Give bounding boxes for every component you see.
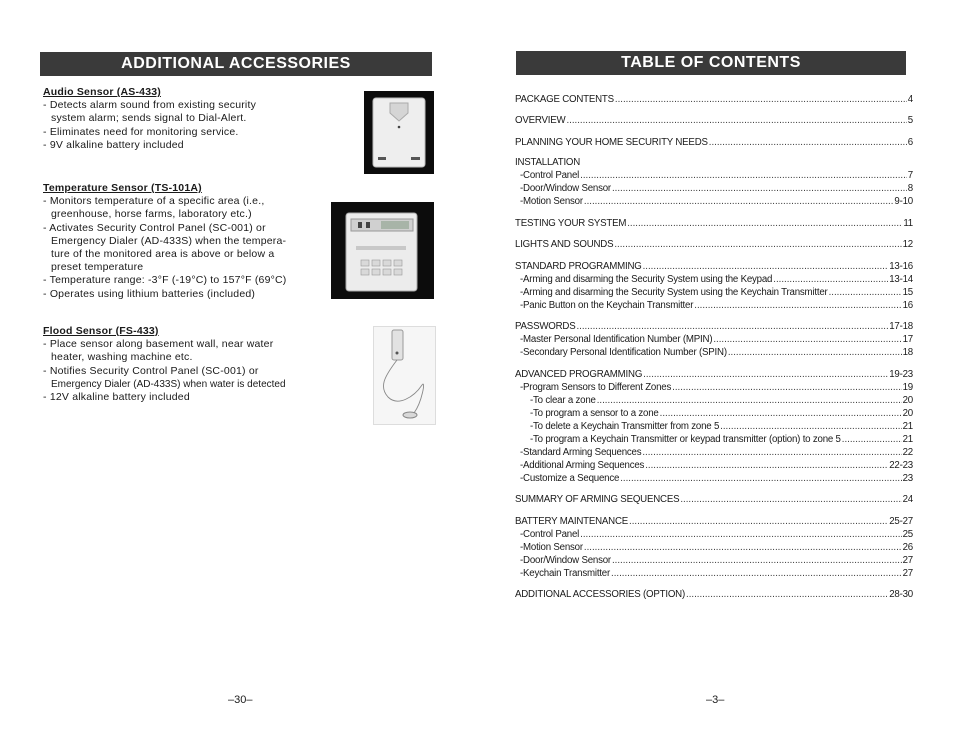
toc-group-additional [515, 588, 913, 601]
toc-entry-page: 7 [907, 170, 913, 181]
toc-entry-page: 18 [902, 347, 913, 358]
toc-entry-page: 13-14 [889, 274, 913, 285]
toc-entry-label: PASSWORDS [515, 321, 576, 332]
toc-entry-page: 6 [907, 137, 913, 148]
audio-line: - Detects alarm sound from existing security [43, 99, 257, 112]
toc-entry-page: 21 [902, 434, 913, 445]
toc-entry[interactable] [515, 136, 913, 149]
flood-line: Emergency Dialer (AD-433S) when water is detected [51, 378, 286, 390]
flood-sensor-title: Flood Sensor (FS-433) [43, 325, 159, 337]
toc-group-summary [515, 493, 913, 506]
temperature-sensor-section [43, 182, 287, 301]
flood-line: - Notifies Security Control Panel (SC-001) or [43, 364, 259, 377]
toc-entry-label: PACKAGE CONTENTS [515, 94, 614, 105]
audio-line: system alarm; sends signal to Dial-Alert. [51, 112, 247, 125]
toc-entry-page: 22-23 [889, 460, 913, 471]
toc-entry[interactable] [515, 394, 913, 407]
temp-line: Emergency Dialer (AD-433S) when the tempera- [51, 234, 287, 247]
toc-group-package [515, 93, 913, 106]
toc-entry[interactable] [515, 368, 913, 381]
toc-entry-page: 25-27 [889, 516, 913, 527]
toc-entry-label: -Control Panel [520, 529, 580, 540]
toc-banner: TABLE OF CONTENTS [516, 51, 906, 75]
toc-entry[interactable] [515, 182, 913, 195]
toc-entry[interactable] [515, 195, 913, 208]
toc-entry[interactable] [515, 273, 913, 286]
toc-entry-label: -Keychain Transmitter [520, 568, 611, 579]
toc-entry-page: 8 [907, 183, 913, 194]
toc-entry-label: -To clear a zone [530, 395, 596, 406]
toc-entry[interactable] [515, 493, 913, 506]
toc-entry-page: 17-18 [889, 321, 913, 332]
toc-group-overview [515, 114, 913, 127]
temperature-sensor-title: Temperature Sensor (TS-101A) [43, 182, 202, 194]
toc-entry[interactable] [515, 333, 913, 346]
toc-entry[interactable] [515, 299, 913, 312]
toc-entry-page: 24 [902, 494, 913, 505]
temp-line: - Operates using lithium batteries (included) [43, 287, 256, 300]
accessories-banner: ADDITIONAL ACCESSORIES [40, 52, 432, 76]
toc-entry-label: -Customize a Sequence [520, 473, 620, 484]
toc-entry[interactable] [515, 169, 913, 182]
toc-entry-label: -Arming and disarming the Security System using the Keychain Transmitter [520, 287, 828, 298]
audio-line: - Eliminates need for monitoring service. [43, 125, 239, 138]
toc-entry-page: 21 [902, 421, 913, 432]
toc-entry-label: ADVANCED PROGRAMMING [515, 369, 643, 380]
toc-entry-label: -Motion Sensor [520, 542, 583, 553]
toc-entry-label: -Motion Sensor [520, 196, 583, 207]
toc-entry-page: 20 [902, 408, 913, 419]
toc-entry[interactable] [515, 407, 913, 420]
toc-group-advanced [515, 368, 913, 485]
toc-group-passwords [515, 320, 913, 359]
toc-entry[interactable] [515, 420, 913, 433]
audio-sensor-title: Audio Sensor (AS-433) [43, 86, 161, 98]
toc-entry-label: -Control Panel [520, 170, 580, 181]
toc-group-testing [515, 217, 913, 230]
toc-entry-label: -Standard Arming Sequences [520, 447, 642, 458]
toc-entry[interactable] [515, 286, 913, 299]
toc-entry-page: 19 [902, 382, 913, 393]
temp-line: greenhouse, horse farms, laboratory etc.) [51, 208, 252, 221]
toc-entry-page: 15 [902, 287, 913, 298]
flood-sensor-section [43, 325, 286, 404]
toc-entry-label: -Master Personal Identification Number (MPIN) [520, 334, 713, 345]
toc-entry[interactable] [515, 238, 913, 251]
toc-entry[interactable] [515, 554, 913, 567]
toc-entry[interactable] [515, 260, 913, 273]
toc-entry[interactable] [515, 114, 913, 127]
toc-entry-page: 9-10 [894, 196, 913, 207]
toc-entry[interactable] [515, 446, 913, 459]
toc-entry-page: 17 [902, 334, 913, 345]
toc-entry[interactable] [515, 320, 913, 333]
toc-entry[interactable] [515, 528, 913, 541]
temp-line: - Activates Security Control Panel (SC-001) or [43, 221, 266, 234]
toc-entry-page: 28-30 [889, 589, 913, 600]
toc-group-battery [515, 515, 913, 580]
toc-entry-page: 11 [903, 218, 913, 229]
flood-line: heater, washing machine etc. [51, 351, 193, 364]
toc-entry-label: -Panic Button on the Keychain Transmitter [520, 300, 694, 311]
toc-entry-page: 27 [902, 568, 913, 579]
toc-entry-label: -To delete a Keychain Transmitter from zone 5 [530, 421, 720, 432]
toc-entry[interactable] [515, 381, 913, 394]
temperature-sensor-photo [331, 202, 434, 299]
toc-entry[interactable] [515, 217, 913, 230]
toc-entry-page: 5 [907, 115, 913, 126]
flood-line: - 12V alkaline battery included [43, 391, 190, 404]
toc-entry-page: 25 [902, 529, 913, 540]
temp-line: preset temperature [51, 261, 144, 274]
toc-group-standard [515, 260, 913, 312]
toc-entry-label: ADDITIONAL ACCESSORIES (OPTION) [515, 589, 685, 600]
toc-entry-label: -Additional Arming Sequences [520, 460, 645, 471]
toc-entry-label: -To program a Keychain Transmitter or keypad transmitter (option) to zone 5 [530, 434, 841, 445]
toc-entry[interactable] [515, 541, 913, 554]
toc-entry-page: 26 [902, 542, 913, 553]
toc-entry-page: 4 [907, 94, 913, 105]
toc-entry-label: PLANNING YOUR HOME SECURITY NEEDS [515, 137, 708, 148]
toc-entry[interactable] [515, 515, 913, 528]
toc-entry-label: LIGHTS AND SOUNDS [515, 239, 614, 250]
toc-entry-page: 23 [902, 473, 913, 484]
toc-entry-page: 20 [902, 395, 913, 406]
toc-entry-label: -Arming and disarming the Security System using the Keypad [520, 274, 773, 285]
toc-entry-label: -Program Sensors to Different Zones [520, 382, 672, 393]
right-page-number: –3– [706, 694, 725, 706]
toc-entry-label: STANDARD PROGRAMMING [515, 261, 642, 272]
toc-entry-page: 27 [902, 555, 913, 566]
toc-entry-page: 22 [902, 447, 913, 458]
audio-sensor-section [43, 86, 256, 152]
toc-group-installation [515, 156, 913, 208]
temp-line: - Temperature range: -3°F (-19°C) to 157°F (69°C) [43, 274, 287, 287]
toc-entry[interactable] [515, 567, 913, 580]
toc-group-lights [515, 238, 913, 251]
toc-entry[interactable] [515, 472, 913, 485]
toc-entry-label: -Door/Window Sensor [520, 183, 611, 194]
toc-entry-label: -To program a sensor to a zone [530, 408, 659, 419]
toc-entry[interactable] [515, 459, 913, 472]
temp-line: - Monitors temperature of a specific area (i.e., [43, 195, 265, 208]
temp-line: ture of the monitored area is above or below a [51, 248, 275, 261]
toc-entry-label: BATTERY MAINTENANCE [515, 516, 629, 527]
toc-entry-page: 16 [902, 300, 913, 311]
toc-entry-page: 13-16 [889, 261, 913, 272]
toc-entry[interactable] [515, 93, 913, 106]
left-page-number: –30– [228, 694, 253, 706]
toc-entry-label: OVERVIEW [515, 115, 566, 126]
toc-group-planning [515, 136, 913, 149]
audio-line: - 9V alkaline battery included [43, 138, 184, 151]
toc-entry-label: -Secondary Personal Identification Number (SPIN) [520, 347, 727, 358]
toc-entry-page: 19-23 [889, 369, 913, 380]
toc-heading[interactable]: INSTALLATION [515, 157, 581, 168]
audio-sensor-photo [364, 91, 434, 174]
toc-entry[interactable] [515, 588, 913, 601]
flood-sensor-photo [373, 326, 436, 425]
toc-entry-label: SUMMARY OF ARMING SEQUENCES [515, 494, 680, 505]
toc-entry[interactable] [515, 346, 913, 359]
toc-entry-label: -Door/Window Sensor [520, 555, 611, 566]
toc-entry-page: 12 [902, 239, 913, 250]
flood-line: - Place sensor along basement wall, near water [43, 338, 274, 351]
toc-entry-label: TESTING YOUR SYSTEM [515, 218, 627, 229]
toc-entry[interactable] [515, 433, 913, 446]
